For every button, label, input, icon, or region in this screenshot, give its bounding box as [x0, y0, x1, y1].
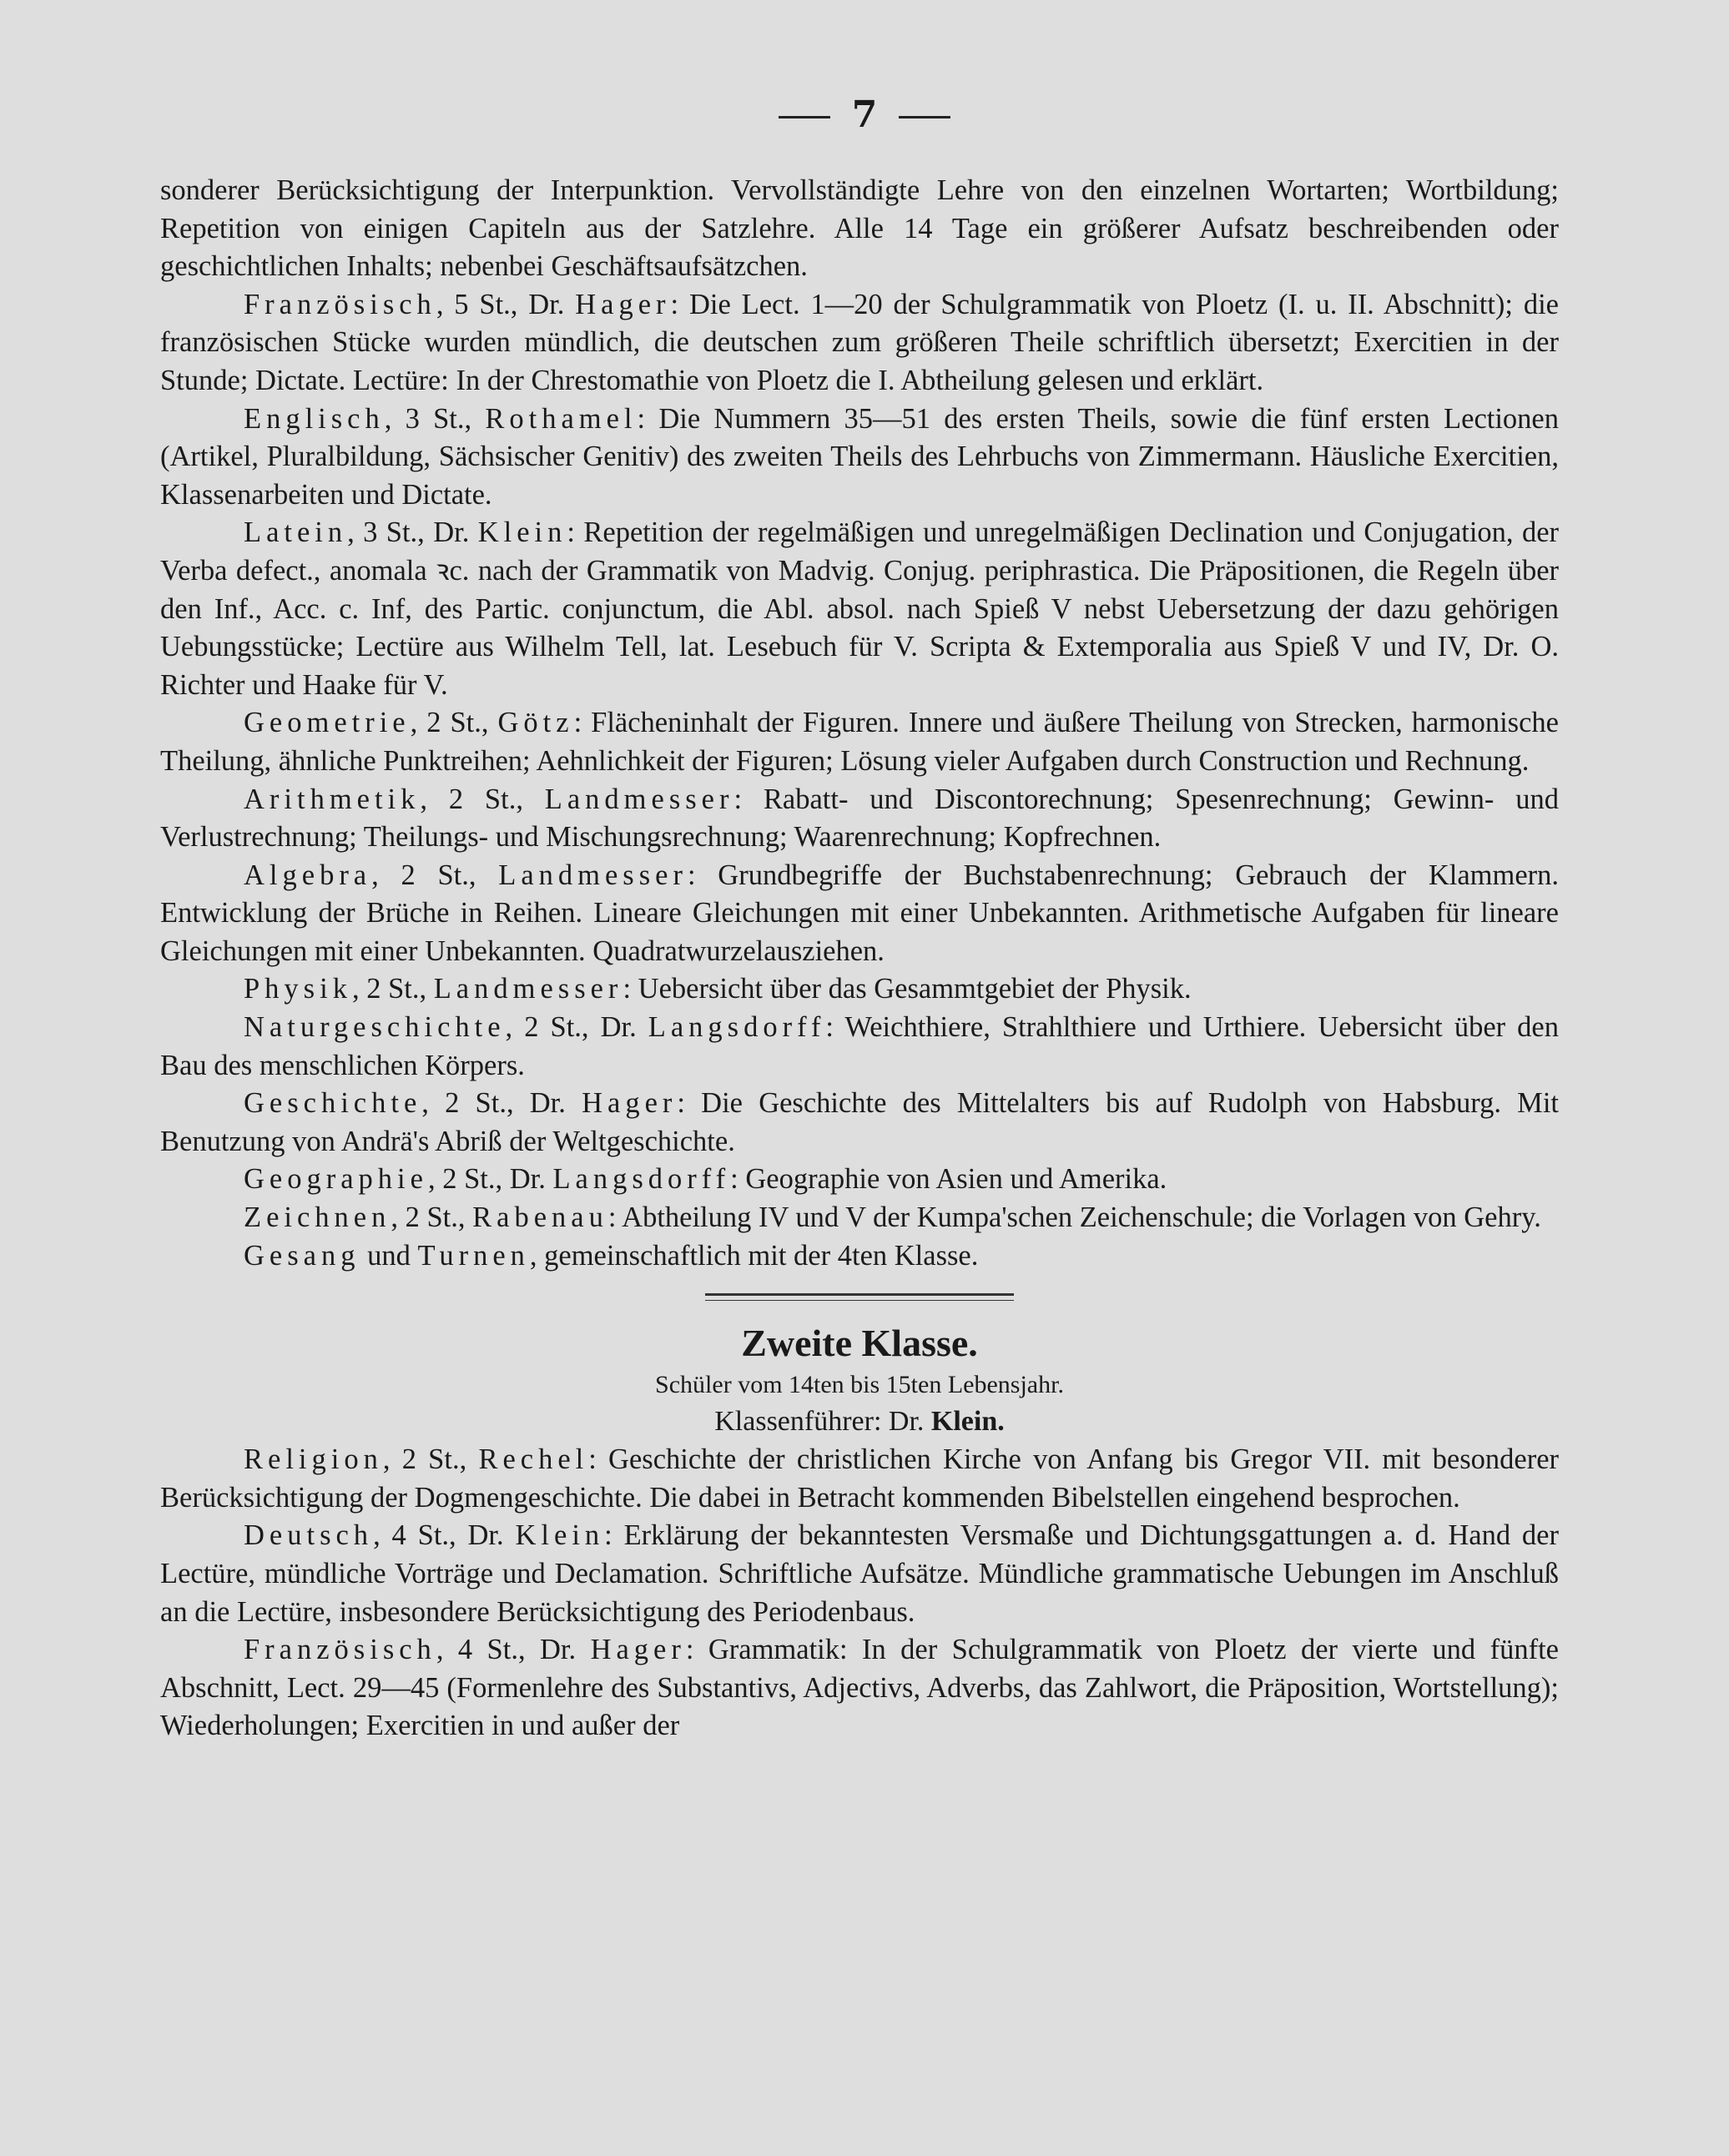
- subject-teacher: Rothamel: [485, 402, 638, 435]
- subject-text: : Geschichte der christlichen Kirche von Anfang bis Gregor VII. mit besonderer Berücksichtigung der Dogmengeschichte. Die dabei in Betracht kommenden Bibelstellen eingehend besprochen.: [160, 1443, 1559, 1514]
- left-dash: [779, 116, 830, 118]
- subject-teacher: Götz: [497, 707, 574, 739]
- subject-text: : Uebersicht über das Gesammtgebiet der Physik.: [623, 973, 1192, 1005]
- subject-name: Gesang: [244, 1239, 360, 1272]
- subject-teacher: Hager: [582, 1087, 678, 1120]
- subject-teacher: Landmesser: [498, 859, 688, 891]
- subject-paragraph: [160, 1161, 1559, 1199]
- section-subtitle: Schüler vom 14ten bis 15ten Lebensjahr.: [655, 1371, 1064, 1399]
- section-divider: [705, 1293, 1014, 1301]
- subject-text: : Die Nummern 35—51 des ersten Theils, sowie die fünf ersten Lectionen (Artikel, Pluralbildung, Sächsischer Genitiv) des zweiten Theils des Lehrbuchs von Zimmermann. Häusliche Exercitien, Klassenarbeiten und Dictate.: [160, 402, 1559, 511]
- subject-name: Geographie: [244, 1163, 428, 1196]
- subject-hours: , 5 St., Dr.: [436, 288, 576, 320]
- subject-hours: , 2 St.,: [420, 783, 545, 815]
- subject-text: : Grammatik: In der Schulgrammatik von Ploetz der vierte und fünfte Abschnitt, Lect. 29—45 (Formenlehre des Substantivs, Adjectivs, Adverbs, das Zahlwort, die Präposition, Wortstellung); Wiederholungen; Exercitien in und außer der: [160, 1634, 1559, 1742]
- subject-hours: , 2 St., Dr.: [421, 1087, 582, 1120]
- subject-teacher: Turnen: [417, 1239, 530, 1272]
- subject-paragraph: [160, 1009, 1559, 1085]
- subject-paragraph: [160, 400, 1559, 515]
- subject-name: Englisch: [244, 402, 385, 435]
- subject-text: : Repetition der regelmäßigen und unregelmäßigen Declination und Conjugation, der Verba defect., anomala ꝛc. nach der Grammatik von Madvig. Conjug. periphrastica. Die Präpositionen, die Regeln über den Inf., Acc. c. Inf, des Partic. conjunctum, die Abl. absol. nach Spieß V nebst Uebersetzung der dazu gehörigen Uebungsstücke; Lectüre aus Wilhelm Tell, lat. Lesebuch für V. Scripta & Extemporalia aus Spieß V und IV, Dr. O. Richter und Haake für V.: [160, 516, 1559, 701]
- subject-teacher: Landmesser: [544, 783, 734, 815]
- subject-paragraph: [160, 1631, 1559, 1745]
- subject-name: Französisch: [244, 1634, 436, 1666]
- body-text: [160, 172, 1559, 1745]
- subject-name: Zeichnen: [244, 1201, 391, 1234]
- subject-name: Physik: [244, 973, 352, 1005]
- subject-name: Arithmetik: [244, 783, 421, 815]
- subject-name: Deutsch: [244, 1519, 374, 1552]
- subject-text: : Weichthiere, Strahlthiere und Urthiere. Uebersicht über den Bau des menschlichen Körpers.: [160, 1011, 1559, 1081]
- subject-teacher: Klein: [515, 1519, 605, 1552]
- subject-paragraph: [160, 857, 1559, 971]
- subject-name: Französisch: [244, 288, 436, 320]
- subject-name: Religion: [244, 1443, 383, 1476]
- subject-paragraph: [160, 1517, 1559, 1631]
- subject-hours: , 2 St., Dr.: [427, 1163, 553, 1196]
- class-leader-name: Klein.: [930, 1406, 1005, 1438]
- subject-hours: , 3 St.,: [384, 402, 486, 435]
- section-title: Zweite Klasse.: [741, 1322, 978, 1365]
- subject-hours: , 2 St., Dr.: [505, 1011, 648, 1044]
- subject-paragraph: [160, 286, 1559, 400]
- subject-text: : Erklärung der bekanntesten Versmaße und Dichtungsgattungen a. d. Hand der Lectüre, mündliche Vorträge und Declamation. Schriftliche Aufsätze. Mündliche grammatische Uebungen im Anschluß an die Lectüre, insbesondere Berücksichtigung des Periodenbaus.: [160, 1519, 1559, 1628]
- subject-teacher: Landmesser: [433, 973, 623, 1005]
- subject-paragraph: [160, 970, 1559, 1009]
- subject-paragraph: [160, 1085, 1559, 1161]
- subject-text: , gemeinschaftlich mit der 4ten Klasse.: [529, 1239, 979, 1272]
- subject-paragraph: [160, 514, 1559, 704]
- subject-hours: , 4 St., Dr.: [436, 1634, 591, 1666]
- subject-paragraph: [160, 1441, 1559, 1517]
- subject-hours: , 2 St.,: [351, 973, 434, 1005]
- subject-paragraph: [160, 1199, 1559, 1237]
- subject-teacher: Langsdorff: [648, 1011, 826, 1044]
- class-leader: [160, 1403, 1559, 1441]
- subject-text: : Die Lect. 1—20 der Schulgrammatik von Ploetz (I. u. II. Abschnitt); die französischen Stücke wurden mündlich, die deutschen zum größeren Theile schriftlich übersetzt; Exercitien in der Stunde; Dictate. Lectüre: In der Chrestomathie von Ploetz die I. Abtheilung gelesen und erklärt.: [160, 288, 1559, 396]
- subject-paragraph: [160, 781, 1559, 857]
- subject-hours: und: [360, 1239, 418, 1272]
- class-leader-label: Klassenführer: Dr.: [714, 1406, 931, 1438]
- page-number: 7: [0, 93, 1729, 136]
- subject-paragraph: [160, 1237, 1559, 1276]
- subject-hours: , 3 St., Dr.: [347, 516, 478, 549]
- paragraph-intro: sonderer Berücksichtigung der Interpunktion. Vervollständigte Lehre von den einzelnen Wortarten; Wortbildung; Repetition von einigen Capiteln aus der Satzlehre. Alle 14 Tage ein größerer Aufsatz beschreibenden oder geschichtlichen Inhalts; nebenbei Geschäftsaufsätzchen.: [160, 174, 1559, 283]
- subject-hours: , 2 St.,: [371, 859, 499, 891]
- subject-teacher: Rabenau: [472, 1201, 608, 1234]
- subject-hours: , 2 St.,: [382, 1443, 479, 1476]
- subject-paragraph: [160, 704, 1559, 780]
- subject-text: : Die Geschichte des Mittelalters bis auf Rudolph von Habsburg. Mit Benutzung von Andrä's Abriß der Weltgeschichte.: [160, 1087, 1559, 1157]
- subject-teacher: Rechel: [478, 1443, 589, 1476]
- subject-hours: , 2 St.,: [391, 1201, 473, 1234]
- subject-name: Naturgeschichte: [244, 1011, 506, 1044]
- subject-text: : Grundbegriffe der Buchstabenrechnung; Gebrauch der Klammern. Entwicklung der Brüche in Reihen. Lineare Gleichungen mit einer Unbekannten. Arithmetische Aufgaben für lineare Gleichungen mit einer Unbekannten. Quadratwurzelausziehen.: [160, 859, 1559, 967]
- subject-teacher: Klein: [477, 516, 567, 549]
- subject-teacher: Hager: [590, 1634, 686, 1666]
- subject-name: Geschichte: [244, 1087, 422, 1120]
- right-dash: [899, 116, 950, 118]
- subject-text: : Abtheilung IV und V der Kumpa'schen Zeichenschule; die Vorlagen von Gehry.: [607, 1201, 1541, 1234]
- subject-name: Algebra: [244, 859, 372, 891]
- subject-text: : Flächeninhalt der Figuren. Innere und äußere Theilung von Strecken, harmonische Theilung, ähnliche Punktreihen; Aehnlichkeit der Figuren; Lösung vieler Aufgaben durch Construction und Rechnung.: [160, 707, 1559, 777]
- subject-teacher: Langsdorff: [552, 1163, 731, 1196]
- subject-hours: , 2 St.,: [410, 707, 498, 739]
- subject-text: : Rabatt- und Discontorechnung; Spesenrechnung; Gewinn- und Verlustrechnung; Theilungs- und Mischungsrechnung; Waarenrechnung; Kopfrechnen.: [160, 783, 1559, 854]
- subject-teacher: Hager: [575, 288, 671, 320]
- subject-hours: , 4 St., Dr.: [373, 1519, 516, 1552]
- subject-name: Geometrie: [244, 707, 411, 739]
- subject-text: : Geographie von Asien und Amerika.: [730, 1163, 1167, 1196]
- subject-name: Latein: [244, 516, 348, 549]
